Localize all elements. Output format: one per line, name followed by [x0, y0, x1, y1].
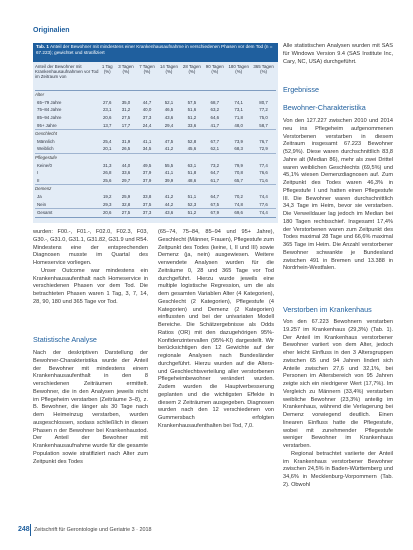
table-cell: 75,0 — [259, 115, 268, 121]
paragraph: Nach der deskriptiven Darstellung der Bewohner-Charakteristika wurde der Anteil der Bewohner mit mindestens einem Krankenhausaufenthalt in den 8 verschiedenen Zeiträumen ermittelt. Bewohner, die in den Analysen jeweils nicht im Pflegeheim verstarben (Zeiträume 3–8), z. B. Bewohner, die länger als 30 Tage nach dem Heimeinzug verstarben, wurden ausgeschlossen, sodass schließlich in diesen Phasen n der Bewohner bei Krankenhaustod. Der Anteil der Bewohner mit Krankenhausaufnahme wurde für die gesamte Population sowie stratifiziert nach Alter zum Zeitpunkt des Todes — [33, 350, 148, 465]
table-cell: 64,7 — [210, 170, 220, 176]
table-cell: 68,7 — [210, 99, 220, 105]
table-cell: 43,6 — [158, 208, 181, 217]
results-heading: Ergebnisse — [283, 85, 319, 94]
table-caption-text: Anteil der Bewohner mit mindestens einer Krankenhausaufnahme in verschiedenen Phasen vor dem Tod (n = 67.223); gewichtet und stratifiziert — [36, 44, 273, 55]
table-cell: 41,7 — [210, 122, 220, 128]
table-header-cell: 14 Tagen (%) — [158, 64, 181, 91]
table-cell: 25,4 — [102, 138, 112, 144]
table-cell: 73,2 — [210, 162, 220, 168]
table-cell: 61,7 — [210, 177, 220, 183]
table-cell: 51,6 — [187, 107, 197, 113]
table-cell: 37,5 — [142, 201, 152, 207]
table-cell: 58,7 — [259, 122, 268, 128]
table-cell: 67,9 — [203, 208, 226, 217]
table-cell: 71,6 — [259, 177, 268, 183]
table-cell: 51,8 — [187, 170, 197, 176]
table-cell: 41,2 — [164, 194, 174, 200]
table-cell: 67,7 — [210, 138, 220, 144]
table-cell: 46,5 — [164, 107, 174, 113]
row-label: Männlich — [37, 138, 55, 144]
table-cell: 29,3 — [102, 201, 112, 207]
group-label: Pflegestufe — [35, 153, 276, 161]
table-cell: 48,6 — [187, 177, 197, 183]
table-cell: 68,3 — [234, 146, 243, 152]
table-cell: 20,1 — [102, 146, 112, 152]
footer-divider — [30, 524, 31, 536]
table-cell: 48,0 — [234, 122, 243, 128]
group-label: Geschlecht — [35, 129, 276, 137]
left-column-statistics — [33, 350, 148, 466]
table-cell: 52,1 — [164, 99, 174, 105]
table-cell: 34,5 — [142, 146, 152, 152]
table-cell: 27,5 — [121, 115, 131, 121]
table-row — [35, 121, 276, 129]
table-cell: 29,7 — [121, 177, 131, 183]
table-cell: 77,4 — [259, 162, 268, 168]
table-cell: 51,1 — [187, 194, 197, 200]
table-cell: 31,2 — [121, 107, 131, 113]
table-cell: 43,6 — [164, 115, 174, 121]
table-cell: 37,9 — [142, 170, 152, 176]
row-label: 85–94 Jahre — [37, 115, 62, 121]
table-header-cell: 180 Tagen (%) — [226, 64, 251, 91]
table-cell: 62,1 — [210, 146, 220, 152]
table-row — [35, 114, 276, 122]
table-header-cell: 365 Tagen (%) — [251, 64, 276, 91]
paragraph: Regional betrachtet variierte der Anteil im Krankenhaus verstorbener Bewohner zwischen 24,5% in Baden-Württemberg und 34,6% in Mecklenburg-Vorpommern (Tab. 2). Obwohl — [283, 450, 393, 488]
table-cell: 63,2 — [210, 107, 220, 113]
table-cell: 26,8 — [102, 170, 112, 176]
table-cell: 41,1 — [142, 138, 152, 144]
table-cell: 71,8 — [234, 115, 243, 121]
table-cell: 47,5 — [164, 138, 174, 144]
table-cell: 33,8 — [142, 194, 152, 200]
group-label: Demenz — [35, 185, 276, 193]
row-label: Keine/0 — [37, 162, 52, 168]
table-row — [35, 99, 276, 107]
table-cell: 44,0 — [121, 162, 131, 168]
table-row — [35, 193, 276, 201]
table-cell: 80,7 — [259, 99, 268, 105]
table-row — [35, 161, 276, 169]
table-cell: 77,2 — [259, 107, 268, 113]
table-row — [35, 200, 276, 208]
table-cell: 37,3 — [136, 208, 157, 217]
table-cell: 63,1 — [187, 162, 197, 168]
table-cell: 79,9 — [234, 162, 243, 168]
table-header-first: Anteil der Bewohner mit Krankenhausaufnahmen vor Tod im Zeitraum von — [35, 64, 99, 91]
table-cell: 70,2 — [234, 194, 243, 200]
row-label: II — [37, 177, 40, 183]
table-cell: 24,4 — [142, 122, 152, 128]
table-cell: 76,6 — [259, 170, 268, 176]
table-row — [35, 138, 276, 146]
table-cell: 70,8 — [234, 170, 243, 176]
table-group-row — [35, 153, 276, 161]
table-header-cell: 90 Tagen (%) — [203, 64, 226, 91]
statistics-heading: Statistische Analyse — [33, 335, 97, 344]
table-cell: 26,5 — [121, 146, 131, 152]
table-cell: 73,1 — [234, 107, 243, 113]
table-cell: 45,6 — [187, 146, 197, 152]
left-column-top — [33, 229, 148, 307]
table-cell: 64,7 — [210, 194, 220, 200]
table-cell: 49,5 — [142, 162, 152, 168]
table-cell: 44,2 — [164, 201, 174, 207]
table-cell: 77,6 — [259, 201, 268, 207]
paragraph: (65–74, 75–84, 85–94 und 95+ Jahre), Geschlecht (Männer, Frauen), Pflegestufe zum Zeitpunkt des Todes (keine, I, II und III) sowie Demenz (ja, nein) ausgewiesen. Weitere verwendete Analysen wurden für die Zeiträume 0, 28 und 365 Tage vor Tod durchgeführt. Hierzu wurde jeweils eine multiple logistische Regression, um die als dem gesamten Variablen Alter (4 Kategorien), Geschlecht (2 Kategorien), Pflegestufe (4 Kategorien) und Demenz (2 Kategorien) einflussten und bei der univariaten Modell Bereiche. Die Schätzergebnisse als Odds Ratios (OR) mit den dazugehörigen 95%-Konfidenzintervallen (95%-KI) dargestellt. Wir berücksichtigen den 12 Gewichte auf der regionale Analysen nach Bundesländer durchgeführt. Hierzu wurden auf die Alters- und Geschlechtsverteilung aller verstorbenen Pflegeheimbewohner verändert wurden. Zudem wurden die Hauptverbesserung geplanten und die wichtigsten Effekte in diesem 2 Zeiträumen ausgegeben. Diagnosen wurden nach den 12 verschiedenen von Gummersbach erfolgten Krankenhausaufenthalten bei Tod, 7,0. — [158, 229, 274, 429]
table-cell: 31,3 — [102, 162, 112, 168]
row-label: Weiblich — [37, 146, 54, 152]
table-cell: 37,3 — [142, 115, 152, 121]
table-group-row — [35, 91, 276, 99]
table-cell: 67,5 — [210, 201, 220, 207]
table-caption — [33, 43, 278, 62]
table-header-cell: 7 Tagen (%) — [136, 64, 157, 91]
table-cell: 20,6 — [102, 115, 112, 121]
table-header-cell: 28 Tagen (%) — [180, 64, 203, 91]
table-group-row — [35, 185, 276, 193]
row-label: I — [37, 170, 39, 176]
table-cell: 27,5 — [115, 208, 136, 217]
row-label: 65–79 Jahre — [37, 99, 62, 105]
table-cell: 31,9 — [121, 138, 131, 144]
table-cell: 23,1 — [102, 107, 112, 113]
characteristics-heading: Bewohner-Charakteristika — [283, 103, 366, 112]
table-cell: 44,7 — [142, 99, 152, 105]
table-cell: 74,4 — [259, 194, 268, 200]
table-cell: 27,6 — [102, 99, 112, 105]
middle-column — [158, 229, 274, 431]
table-cell: 65,7 — [234, 177, 243, 183]
table-row — [35, 106, 276, 114]
paragraph: Von den 67.223 Bewohnern verstarben 19.257 im Krankenhaus (29,3%) (Tab. 1). Der Anteil im Krankenhaus verstorbener Bewohner variiert von dem Alter, jedoch eher leicht Einfluss in den 3 Altersgruppen zwischen 65 und 94 Jahren lindert sich Anteile zwischen 27,6 und 32,1%, bei Personen im Altersbereich von 95 Jahren zeigte sich ein niedrigerer Wert (17,7%). Im Vergleich zu Männern (33,4%) verstarben weibliche Bewohner (23,3%) anteilig im Krankenhaus, während die Verlagerung bei Demenz vorwiegend deutlich. Einen linearen Einfluss hatte die Pflegestufe, wobei mit zunehmender Pflegestufe weniger Bewohner im Krankenhaus verstarben. — [283, 319, 393, 449]
table-cell: 19,2 — [102, 194, 112, 200]
group-label: Alter — [35, 92, 45, 98]
table-cell: 52,8 — [187, 138, 197, 144]
section-tag: Originalien — [33, 27, 70, 34]
table-cell: 25,6 — [102, 177, 112, 183]
paragraph: Unser Outcome war mindestens ein Krankenhausaufenthalt nach Homeservice in verschiedenen Phasen vor dem Tod. Die betrachteten Phasen waren 1 Tag, 3, 7, 14, 28, 90, 180 und 365 Tage vor Tod. — [33, 267, 148, 305]
right-column-characteristics — [283, 118, 393, 273]
data-table — [35, 64, 276, 218]
table-cell: 17,7 — [121, 122, 131, 128]
table-cell: 40,0 — [142, 107, 152, 113]
table-cell: 76,7 — [259, 138, 268, 144]
row-label: 75–84 Jahre — [37, 107, 62, 113]
table-cell: 74,4 — [251, 208, 276, 217]
row-label: Gesamt — [35, 208, 99, 217]
page-number: 248 — [18, 526, 30, 533]
paragraph: Von den 127.227 zwischen 2010 und 2014 neu ins Pflegeheim aufgenommenen Verstorbenen verstarben in diesem Zeitraum insgesamt 67.223 Bewohner (52,9%). Diese waren durchschnittlich 83,8 Jahre alt (Median 86), mehr als zwei Drittel waren weiblichen Geschlechts (69,5%) und 45,1% wiesen Demenzdiagnosen auf. Zum Zeitpunkt des Todes waren 46,3% in Pflegestufe I und hatten einen Pflegestufe III. Die Bewohner waren durchschnittlich 34,3 Tage im Heim, bevor sie verstarben. Die Verweildauer lag jedoch im Median bei 180 Tagen rechtsschief. Insgesamt 17,4% der Verstorbenen waren zum Zeitpunkt des Todes maximal 28 Tage und 66,6% maximal 365 Tage im Heim. Die Anzahl verstorbener Bewohner schwankte je Bundesland zwischen 491 in Bremen und 13.388 in Nordrhein-Westfalen. — [283, 118, 393, 272]
table-row-total — [35, 208, 276, 217]
right-column-top — [283, 43, 393, 66]
hospital-heading: Verstorben im Krankenhaus — [283, 305, 372, 314]
table-cell: 52,3 — [187, 201, 197, 207]
table-cell: 41,1 — [164, 170, 174, 176]
table-row — [35, 177, 276, 185]
table-cell: 57,5 — [187, 99, 197, 105]
table-cell: 29,4 — [164, 122, 174, 128]
table-cell: 51,2 — [187, 115, 197, 121]
table-cell: 64,6 — [210, 115, 220, 121]
table-row — [35, 169, 276, 177]
table-cell: 13,7 — [102, 122, 112, 128]
table-cell: 72,9 — [259, 146, 268, 152]
table-cell: 33,6 — [187, 122, 197, 128]
table-label: Tab. 1 — [36, 44, 49, 49]
table-cell: 35,0 — [121, 99, 131, 105]
table-cell: 37,9 — [142, 177, 152, 183]
paragraph: Alle statistischen Analysen wurden mit SAS für Windows Version 9.4 (SAS Institute Inc, Cary, NC, USA) durchgeführt. — [283, 43, 393, 65]
row-label: Ja — [37, 194, 42, 200]
table-header-cell: 3 Tagen (%) — [115, 64, 136, 91]
table-group-row — [35, 129, 276, 137]
table-cell: 32,8 — [121, 201, 131, 207]
table-cell: 73,9 — [234, 138, 243, 144]
table-cell: 20,6 — [99, 208, 115, 217]
table-cell: 69,6 — [226, 208, 251, 217]
table-cell: 33,6 — [121, 170, 131, 176]
table-cell: 51,2 — [180, 208, 203, 217]
row-label: Nein — [37, 201, 47, 207]
paragraph: wurden: F00.-, F01.-, F02.0, F02.3, F03, G30.-, G31.0, G31.1, G31.82, G31.9 und R54. Mindestens eine der entsprechenden Diagnosen musste im Quartal des Homeservice vorliegen. — [33, 229, 148, 266]
table-cell: 25,9 — [121, 194, 131, 200]
table-cell: 74,1 — [234, 99, 243, 105]
table-header-row — [35, 64, 276, 91]
table-cell: 55,5 — [164, 162, 174, 168]
right-column-hospital — [283, 319, 393, 490]
row-label: 95+ Jahre — [37, 122, 57, 128]
table-cell: 74,8 — [234, 201, 243, 207]
table-cell: 39,9 — [164, 177, 174, 183]
table-row — [35, 145, 276, 153]
journal-citation: Zeitschrift für Gerontologie und Geriatrie 3 · 2018 — [34, 527, 152, 533]
table-header-cell: 1 Tag (%) — [99, 64, 115, 91]
table-cell: 41,2 — [164, 146, 174, 152]
